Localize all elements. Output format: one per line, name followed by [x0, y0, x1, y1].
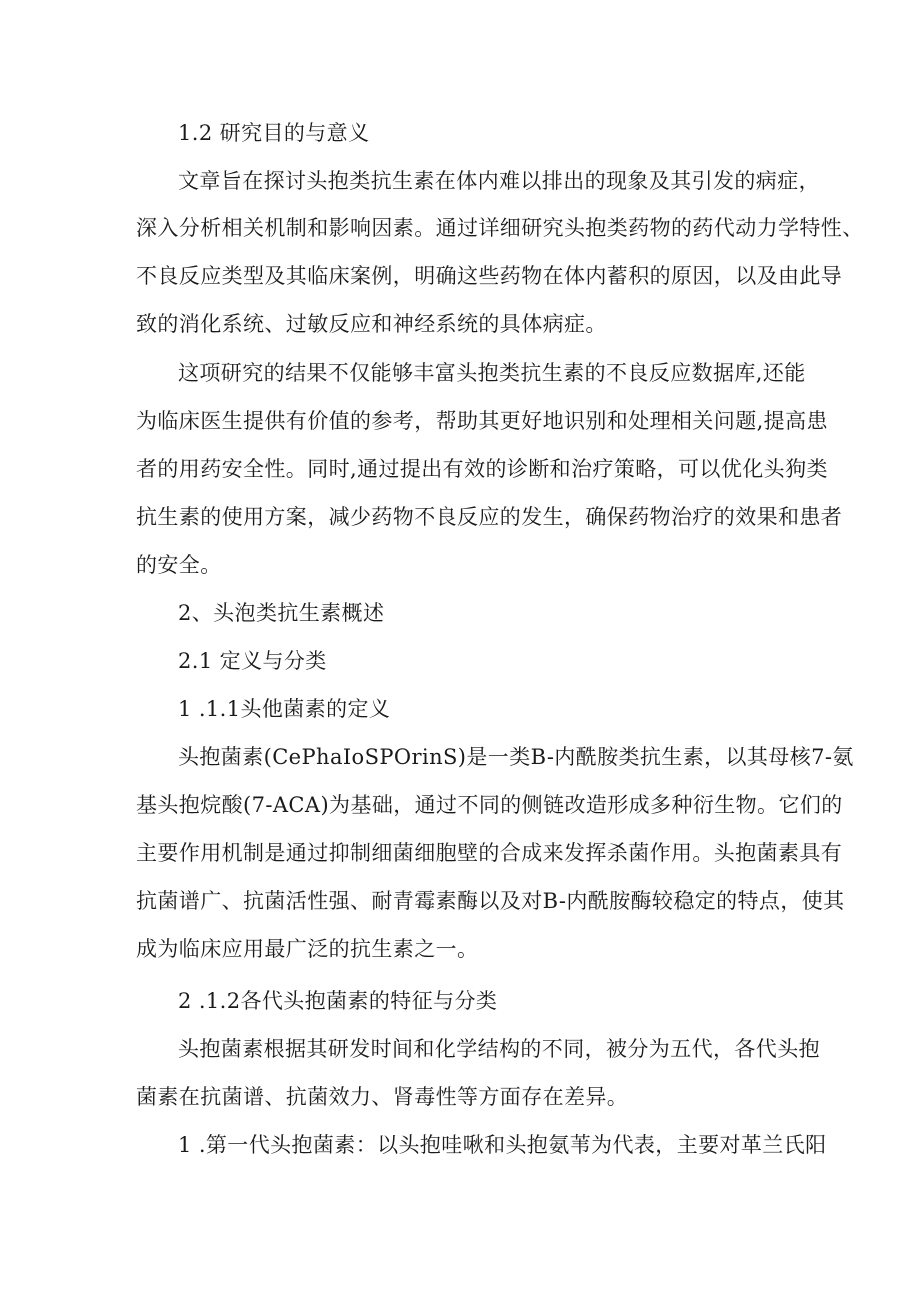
paragraph-line: 致的消化系统、过敏反应和神经系统的具体病症。 — [136, 312, 607, 336]
section-heading-2: 2、头泡类抗生素概述 — [178, 601, 385, 625]
section-heading-1-2: 1.2 研究目的与意义 — [178, 121, 370, 145]
paragraph-line: 抗菌谱广、抗菌活性强、耐青霉素酶以及对B-内酰胺酶较稳定的特点，使其 — [136, 889, 845, 913]
subsection-heading-1-1-1: 1 .1.1头他菌素的定义 — [178, 697, 391, 721]
subsection-heading-2-1-2: 2 .1.2各代头抱菌素的特征与分类 — [178, 989, 498, 1013]
paragraph-line: 的安全。 — [136, 553, 222, 577]
paragraph-line: 主要作用机制是通过抑制细菌细胞壁的合成来发挥杀菌作用。头抱菌素具有 — [136, 841, 843, 865]
paragraph-line: 者的用药安全性。同时,通过提出有效的诊断和治疗策略，可以优化头狗类 — [136, 457, 828, 481]
paragraph-line: 菌素在抗菌谱、抗菌效力、肾毒性等方面存在差异。 — [136, 1085, 629, 1109]
paragraph-line: 抗生素的使用方案，减少药物不良反应的发生，确保药物治疗的效果和患者 — [136, 505, 843, 529]
paragraph-line: 为临床医生提供有价值的参考，帮助其更好地识别和处理相关问题,提高患 — [136, 409, 828, 433]
paragraph-line: 基头抱烷酸(7-ACA)为基础，通过不同的侧链改造形成多种衍生物。它们的 — [136, 793, 843, 817]
paragraph-line: 文章旨在探讨头抱类抗生素在体内难以排出的现象及其引发的病症， — [178, 169, 820, 193]
section-heading-2-1: 2.1 定义与分类 — [178, 649, 327, 673]
paragraph-line: 头抱菌素根据其研发时间和化学结构的不同，被分为五代，各代头抱 — [178, 1037, 820, 1061]
paragraph-line: 成为临床应用最广泛的抗生素之一。 — [136, 937, 479, 961]
list-item-first-generation: 1 .第一代头抱菌素：以头抱哇啾和头抱氨苇为代表，主要对革兰氏阳 — [178, 1133, 827, 1157]
paragraph-line: 深入分析相关机制和影响因素。通过详细研究头抱类药物的药代动力学特性、 — [136, 216, 864, 240]
paragraph-line: 这项研究的结果不仅能够丰富头抱类抗生素的不良反应数据库,还能 — [178, 361, 806, 385]
paragraph-line: 头抱菌素(CePhaIoSPOrinS)是一类B-内酰胺类抗生素，以其母核7-氨 — [178, 745, 854, 769]
paragraph-line: 不良反应类型及其临床案例，明确这些药物在体内蓄积的原因，以及由此导 — [136, 264, 843, 288]
